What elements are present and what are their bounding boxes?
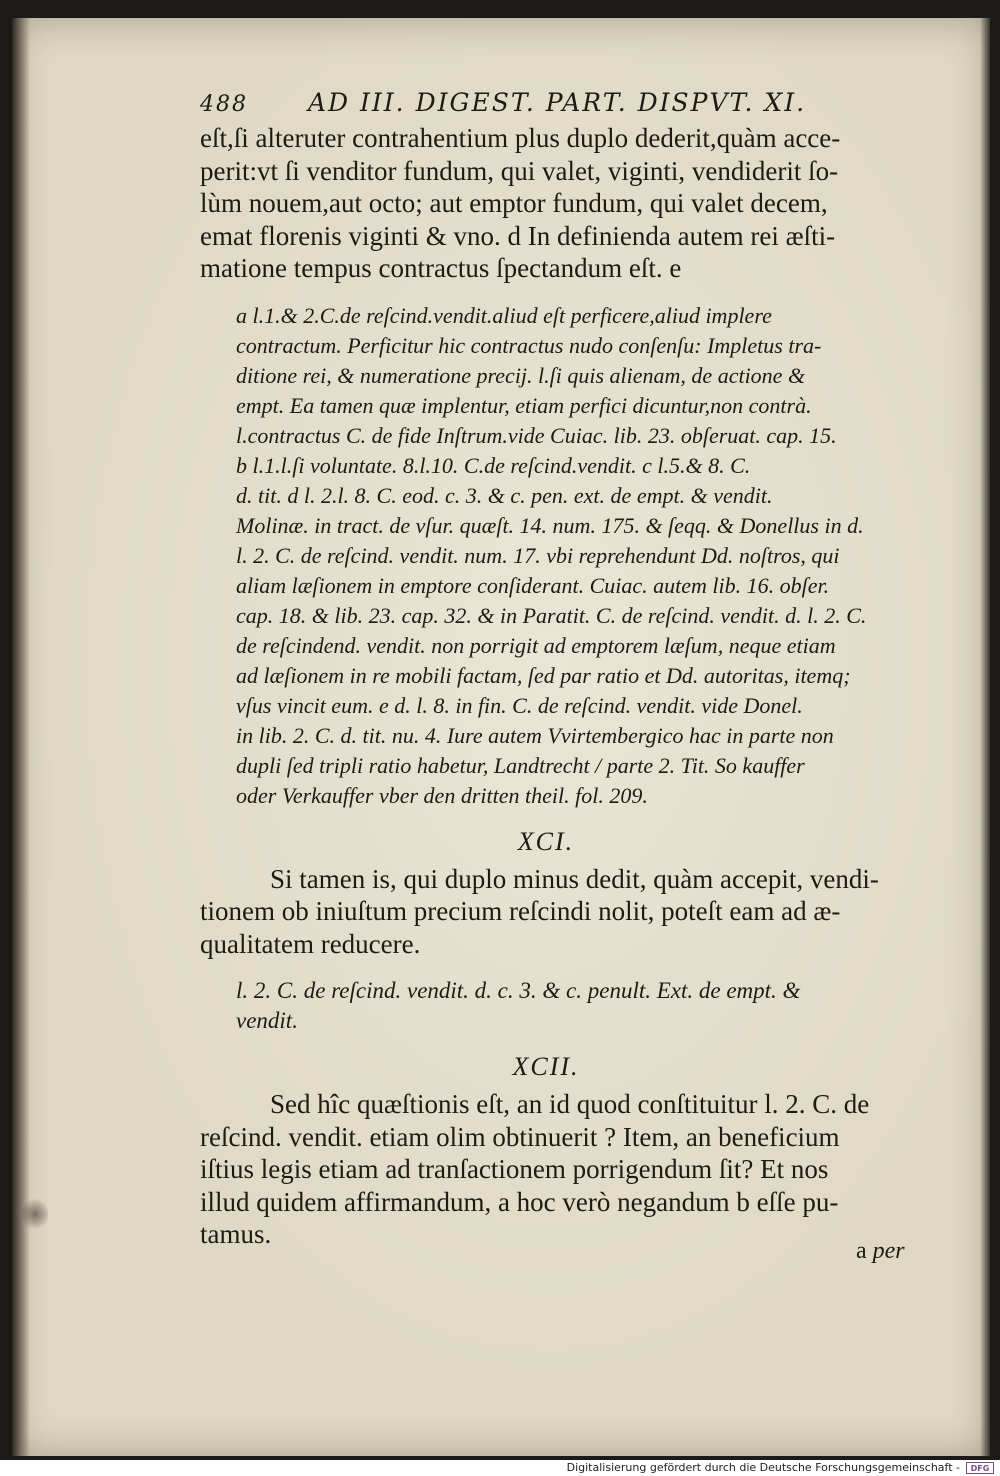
footnote-line: b l.1.l.ſi voluntate. 8.l.10. C.de reſcind.vendit. c l.5.& 8. C. [236,452,751,478]
page-number: 488 [200,92,248,117]
section-text-line: tionem ob iniuſtum precium reſcindi nolit, poteſt eam ad æ- [200,896,841,926]
footnote-line: vſus vincit eum. e d. l. 8. in fin. C. de reſcind. vendit. vide Donel. [236,692,803,718]
footnote-line: l. 2. C. de reſcind. vendit. num. 17. vbi reprehendunt Dd. noſtros, qui [236,542,840,568]
page-content [176,78,916,1264]
footnote-line: ad læſionem in re mobili factam, ſed par ratio et Dd. autoritas, itemq; [236,662,851,688]
footnote-line: oder Verkauffer vber den dritten theil. fol. 209. [236,782,648,808]
section-xcii-text [200,1088,916,1251]
main-text-line: lùm nouem,aut octo; aut emptor fundum, qui valet decem, [200,188,828,218]
section-xci-note [236,976,916,1036]
dfg-logo: DFG [966,1462,994,1474]
section-text-line: qualitatem reducere. [200,928,421,959]
section-heading-xci: XCI. [517,826,575,856]
section-note-line: l. 2. C. de reſcind. vendit. d. c. 3. & c. penult. Ext. de empt. & [236,978,801,1003]
ink-blot [22,1196,48,1232]
main-text-line: matione tempus contractus ſpectandum eſt. e [200,253,682,283]
page-header [176,78,916,122]
section-text-line: tamus. [200,1219,272,1249]
footnote-line: a l.1.& 2.C.de reſcind.vendit.aliud eſt perficere,aliud implere [236,302,772,328]
section-text-line: iſtius legis etiam ad tranſactionem porrigendum ſit? Et nos [200,1154,829,1184]
main-text-line: eſt,ſi alteruter contrahentium plus duplo dederit,quàm acce- [200,123,841,153]
footnotes-block [236,301,916,811]
page-right-edge-shadow [980,18,990,1456]
footnote-line: aliam læſionem in emptore conſiderant. Cuiac. autem lib. 16. obſer. [236,572,830,598]
footnote-line: Molinæ. in tract. de vſur. quæſt. 14. num. 175. & ſeqq. & Donellus in d. [236,512,864,538]
footnote-line: contractum. Perficitur hic contractus nudo conſenſu: Impletus tra- [236,332,822,358]
page-left-edge-shadow [12,18,30,1456]
footnote-line: d. tit. d l. 2.l. 8. C. eod. c. 3. & c. pen. ext. de empt. & vendit. [236,482,773,508]
footer-credit: Digitalisierung gefördert durch die Deutsche Forschungsgemeinschaft - [566,1461,960,1474]
footnote-line: de reſcindend. vendit. non porrigit ad emptorem læſum, neque etiam [236,632,836,658]
section-note-line: vendit. [236,1008,298,1033]
footnote-line: empt. Ea tamen quæ implentur, etiam perfici dicuntur,non contrà. [236,392,812,418]
section-text-line: Sed hîc quæſtionis eſt, an id quod conſtituitur l. 2. C. de [270,1089,870,1119]
section-text-line: reſcind. vendit. etiam olim obtinuerit ? Item, an beneficium [200,1121,840,1152]
section-text-line: Si tamen is, qui duplo minus dedit, quàm accepit, vendi- [270,863,879,894]
section-heading-xcii: XCII. [512,1052,580,1081]
section-xci-text [200,863,916,961]
catchword-letter: a [856,1238,867,1264]
footnote-line: cap. 18. & lib. 23. cap. 32. & in Paratit. C. de reſcind. vendit. d. l. 2. C. [236,602,867,628]
running-head: AD III. DIGEST. PART. DISPVT. XI. [308,88,807,117]
catchword [856,1238,905,1265]
section-text-line: illud quidem affirmandum, a hoc verò negandum b eſſe pu- [200,1186,839,1217]
footnote-line: ditione rei, & numeratione precij. l.ſi quis alienam, de actione & [236,362,806,388]
digitization-footer [0,1460,1000,1476]
main-text-line: emat florenis viginti & vno. d In definienda autem rei æſti- [200,220,836,251]
footnote-line: l.contractus C. de fide Inſtrum.vide Cuiac. lib. 23. obſeruat. cap. 15. [236,422,837,448]
catchword-word: per [872,1238,905,1264]
footnote-line: dupli ſed tripli ratio habetur, Landtrecht / parte 2. Tit. So kauffer [236,752,805,778]
footnote-line: in lib. 2. C. d. tit. nu. 4. Iure autem Vvirtembergico hac in parte non [236,722,834,748]
main-text-line: perit:vt ſi venditor fundum, qui valet, viginti, vendiderit ſo- [200,155,839,186]
main-text [200,122,916,285]
